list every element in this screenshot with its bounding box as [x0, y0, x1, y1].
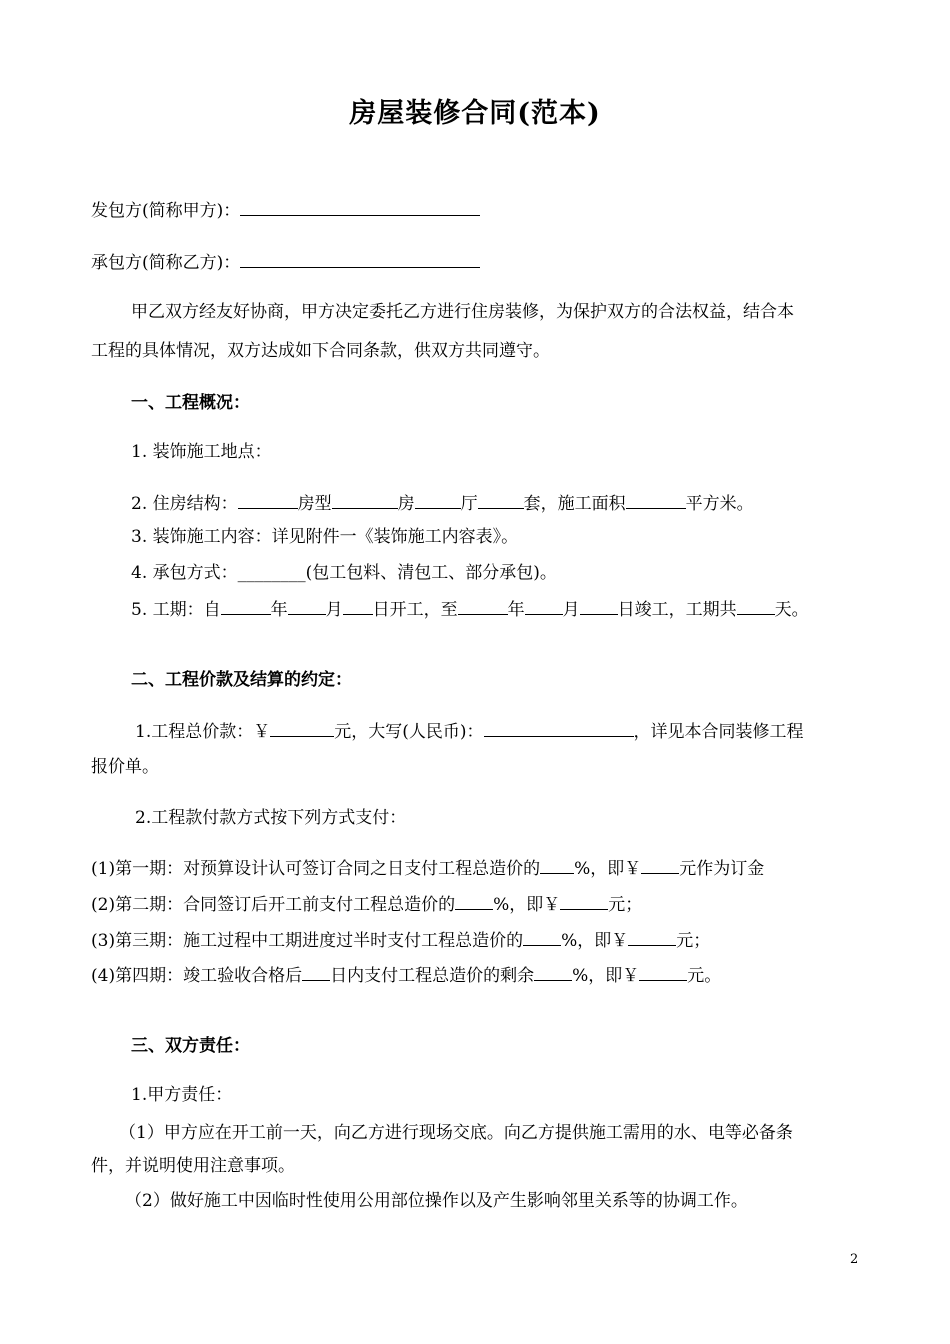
section-2-heading: 二、工程价款及结算的约定：	[131, 670, 352, 690]
s3-resp-1-line-1: （1）甲方应在开工前一天，向乙方进行现场交底。向乙方提供施工需用的水、电等必备条	[119, 1123, 793, 1143]
total-text-b: 元，大写(人民币)：	[334, 722, 484, 742]
s3-resp-1-line-2: 件，并说明使用注意事项。	[91, 1156, 295, 1176]
p1-text-c: 元作为订金	[679, 859, 765, 879]
item4-text-c: (包工包料、清包工、部分承包)。	[305, 563, 557, 583]
party-a-label: 发包方(简称甲方)：	[91, 201, 241, 221]
s3-resp-2: （2）做好施工中因临时性使用公用部位操作以及产生影响邻里关系等的协调工作。	[125, 1191, 748, 1211]
item5-text-f: 月	[562, 600, 580, 620]
document-title: 房屋装修合同(范本)	[349, 98, 601, 129]
item5-text-e: 年	[507, 600, 525, 620]
p3-text-a: (3)第三期：施工过程中工期进度过半时支付工程总造价的	[91, 931, 524, 951]
suites-blank[interactable]	[478, 491, 524, 509]
start-month-blank[interactable]	[288, 597, 326, 615]
item5-text-b: 年	[270, 600, 288, 620]
s2-payment-intro: 2.工程款付款方式按下列方式支付：	[135, 808, 407, 828]
party-a-blank[interactable]	[240, 198, 480, 216]
p4-text-a: (4)第四期：竣工验收合格后	[91, 966, 303, 986]
s1-item-5	[131, 597, 809, 621]
p4-text-d: 元。	[687, 966, 722, 986]
payment-period-2	[91, 892, 642, 916]
p2-percent-blank[interactable]	[455, 892, 493, 910]
item5-text-c: 月	[325, 600, 343, 620]
s2-total-line-2: 报价单。	[91, 757, 159, 777]
duration-blank[interactable]	[737, 597, 775, 615]
s3-sub-1: 1.甲方责任：	[131, 1085, 233, 1105]
section-1-heading: 一、工程概况：	[131, 393, 250, 413]
item5-text-a: 5. 工期：自	[131, 600, 221, 620]
p1-amount-blank[interactable]	[641, 856, 679, 874]
item2-text-e: 套，施工面积	[523, 494, 626, 514]
p1-text-a: (1)第一期：对预算设计认可签订合同之日支付工程总造价的	[91, 859, 541, 879]
party-a-line	[91, 198, 480, 222]
item2-text-c: 房	[397, 494, 415, 514]
total-amount-blank[interactable]	[270, 719, 334, 737]
payment-period-1	[91, 856, 764, 880]
party-b-line	[91, 250, 480, 274]
p1-percent-blank[interactable]	[540, 856, 574, 874]
p3-text-b: %，即￥	[561, 931, 629, 951]
item5-text-g: 日竣工，工期共	[617, 600, 737, 620]
item2-text-a: 2. 住房结构：	[131, 494, 238, 514]
start-year-blank[interactable]	[221, 597, 271, 615]
s1-item-2	[131, 491, 754, 515]
party-b-blank[interactable]	[240, 250, 480, 268]
rooms-blank[interactable]	[332, 491, 398, 509]
p4-text-c: %，即￥	[572, 966, 640, 986]
area-blank[interactable]	[626, 491, 686, 509]
start-day-blank[interactable]	[343, 597, 373, 615]
p4-percent-blank[interactable]	[534, 963, 572, 981]
p4-days-blank[interactable]	[302, 963, 330, 981]
item2-text-f: 平方米。	[685, 494, 754, 514]
p3-amount-blank[interactable]	[628, 928, 676, 946]
item5-text-h: 天。	[774, 600, 809, 620]
end-month-blank[interactable]	[525, 597, 563, 615]
p2-text-a: (2)第二期：合同签订后开工前支付工程总造价的	[91, 895, 456, 915]
end-day-blank[interactable]	[580, 597, 618, 615]
p4-text-b: 日内支付工程总造价的剩余	[330, 966, 535, 986]
p2-text-c: 元；	[608, 895, 643, 915]
contract-mode-blank[interactable]: ________	[237, 563, 306, 583]
total-text-c: ，详见本合同装修工程	[633, 722, 804, 742]
house-type-blank[interactable]	[238, 491, 298, 509]
s1-item-1: 1. 装饰施工地点：	[131, 442, 272, 462]
p3-text-c: 元；	[676, 931, 711, 951]
item5-text-d: 日开工，至	[372, 600, 458, 620]
s1-item-3: 3. 装饰施工内容：详见附件一《装饰施工内容表》。	[131, 527, 519, 547]
s1-item-4	[131, 562, 557, 584]
item4-text-a: 4. 承包方式：	[131, 563, 238, 583]
p2-amount-blank[interactable]	[560, 892, 608, 910]
p1-text-b: %，即￥	[574, 859, 642, 879]
total-words-blank[interactable]	[484, 719, 634, 737]
p4-amount-blank[interactable]	[639, 963, 687, 981]
s2-total-line	[135, 719, 804, 743]
intro-line-2: 工程的具体情况，双方达成如下合同条款，供双方共同遵守。	[91, 341, 550, 361]
payment-period-4	[91, 963, 721, 987]
item2-text-b: 房型	[297, 494, 332, 514]
p2-text-b: %，即￥	[493, 895, 561, 915]
halls-blank[interactable]	[415, 491, 461, 509]
intro-line-1: 甲乙双方经友好协商，甲方决定委托乙方进行住房装修，为保护双方的合法权益，结合本	[131, 302, 794, 322]
end-year-blank[interactable]	[458, 597, 508, 615]
payment-period-3	[91, 928, 710, 952]
item2-text-d: 厅	[460, 494, 478, 514]
total-text-a: 1.工程总价款：￥	[135, 722, 271, 742]
p3-percent-blank[interactable]	[523, 928, 561, 946]
party-b-label: 承包方(简称乙方)：	[91, 253, 241, 273]
page-number: 2	[850, 1252, 859, 1267]
section-3-heading: 三、双方责任：	[131, 1036, 250, 1056]
